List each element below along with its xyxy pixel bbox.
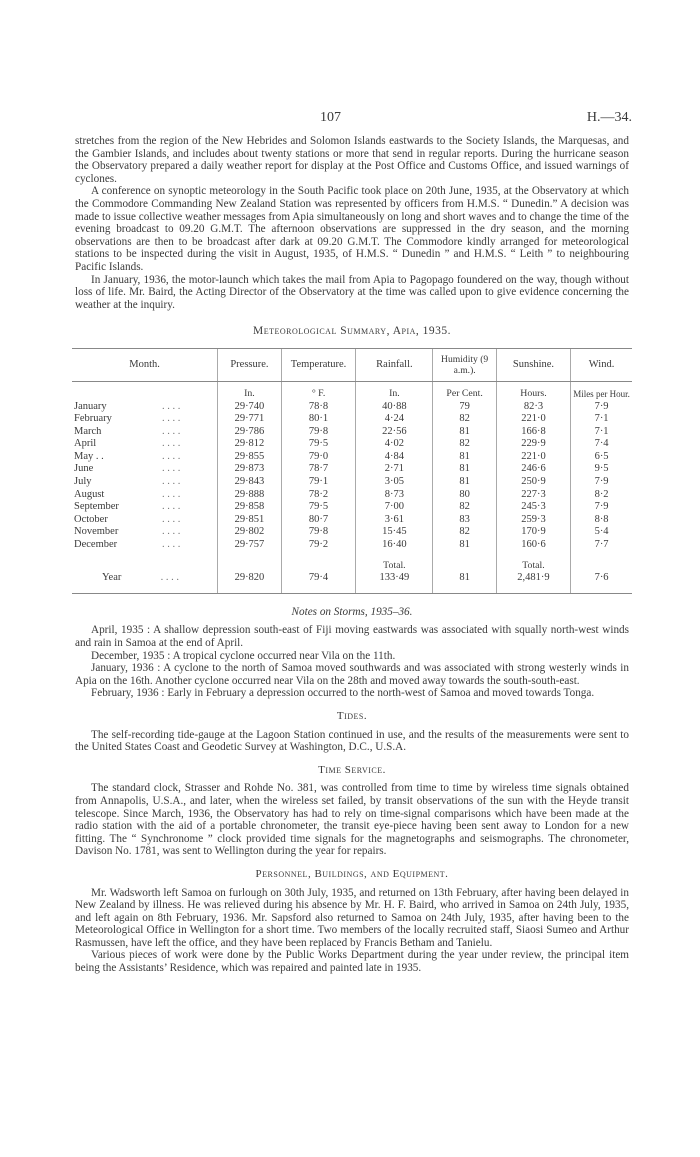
table-row xyxy=(72,539,632,552)
month-leader-dots: . . . . xyxy=(162,450,181,462)
year-row xyxy=(72,572,632,593)
rainfall-cell: 8·73 xyxy=(356,489,433,502)
rainfall-cell: 3·05 xyxy=(356,476,433,489)
sunshine-cell: 166·8 xyxy=(496,426,570,439)
month-name: February xyxy=(74,413,112,425)
personnel-title: Personnel, Buildings, and Equipment. xyxy=(255,867,449,880)
pressure-cell: 29·858 xyxy=(218,501,282,514)
year-temperature: 79·4 xyxy=(281,572,356,593)
page-number: 107 xyxy=(320,110,341,125)
temperature-cell: 80·1 xyxy=(281,413,356,426)
tides-title: Tides. xyxy=(336,709,368,722)
intro-paragraph-1: stretches from the region of the New Hebrides and Solomon Islands eastwards to the Society Islands, the Marquesas, and the Gambier Islands, and includes about twenty stations or more that send in regular reports. During the hurricane season the Observatory prepared a daily weather report for display at the Post Office and Customs Office, and issued warnings of cyclones. xyxy=(75,135,629,185)
sunshine-cell: 246·6 xyxy=(496,463,570,476)
temperature-cell: 79·8 xyxy=(281,426,356,439)
year-leader-dots: . . . . xyxy=(160,572,179,584)
rainfall-cell: 4·84 xyxy=(356,451,433,464)
wind-cell: 8·8 xyxy=(571,514,632,527)
sunshine-cell: 250·9 xyxy=(496,476,570,489)
temperature-cell: 79·2 xyxy=(281,539,356,552)
table-row xyxy=(72,438,632,451)
table-body xyxy=(72,381,632,551)
month-cell xyxy=(72,401,218,414)
month-name: May . . xyxy=(74,450,104,462)
total-spacer xyxy=(571,552,632,573)
wind-cell: 6·5 xyxy=(571,451,632,464)
month-leader-dots: . . . . xyxy=(162,539,181,551)
total-spacer xyxy=(72,552,218,573)
month-cell xyxy=(72,501,218,514)
humidity-cell: 81 xyxy=(433,539,496,552)
sunshine-total-label: Total. xyxy=(496,552,570,573)
wind-cell: 7·1 xyxy=(571,426,632,439)
temperature-cell: 78·8 xyxy=(281,401,356,414)
personnel-paragraph-1: Mr. Wadsworth left Samoa on furlough on 30th July, 1935, and returned on 13th February, after having been delayed in New Zealand by illness. He was relieved during his absence by Mr. H. F. Baird, who arrived in Samoa on 24th July, 1935, and left again on 8th February, 1936. Mr. Sapsford also returned to Samoa on 24th July, 1935, after having been to the Meteorological Office in Wellington for a short time. Two members of the locally recruited staff, Siaosi Sumeo and Arthur Rasmussen, have left the office, and they have been replaced by Francis Betham and Tanielu. xyxy=(75,886,629,949)
table-row xyxy=(72,501,632,514)
pressure-cell: 29·851 xyxy=(218,514,282,527)
month-leader-dots: . . . . xyxy=(162,476,181,488)
unit-rainfall: In. xyxy=(356,381,433,400)
month-name: August xyxy=(74,488,105,500)
units-row xyxy=(72,381,632,400)
sunshine-cell: 227·3 xyxy=(496,489,570,502)
meteorological-summary-table xyxy=(72,348,632,594)
month-name: November xyxy=(74,526,119,538)
unit-temperature: ° F. xyxy=(281,381,356,400)
year-humidity: 81 xyxy=(433,572,496,593)
year-rainfall: 133·49 xyxy=(356,572,433,593)
humidity-cell: 81 xyxy=(433,476,496,489)
sunshine-cell: 259·3 xyxy=(496,514,570,527)
sunshine-cell: 82·3 xyxy=(496,401,570,414)
unit-sunshine: Hours. xyxy=(496,381,570,400)
rainfall-cell: 3·61 xyxy=(356,514,433,527)
temperature-cell: 79·8 xyxy=(281,526,356,539)
month-leader-dots: . . . . xyxy=(162,463,181,475)
sunshine-cell: 221·0 xyxy=(496,413,570,426)
month-cell xyxy=(72,463,218,476)
humidity-cell: 79 xyxy=(433,401,496,414)
month-cell xyxy=(72,489,218,502)
col-header-temperature: Temperature. xyxy=(281,348,356,381)
temperature-cell: 79·1 xyxy=(281,476,356,489)
month-leader-dots: . . . . xyxy=(162,400,181,412)
humidity-cell: 80 xyxy=(433,489,496,502)
document-reference: H.—34. xyxy=(586,110,632,125)
humidity-cell: 81 xyxy=(433,426,496,439)
month-leader-dots: . . . . xyxy=(162,526,181,538)
table-row xyxy=(72,514,632,527)
pressure-cell: 29·771 xyxy=(218,413,282,426)
sunshine-cell: 229·9 xyxy=(496,438,570,451)
temperature-cell: 78·2 xyxy=(281,489,356,502)
month-name: December xyxy=(74,539,118,551)
year-wind: 7·6 xyxy=(571,572,632,593)
month-cell xyxy=(72,476,218,489)
wind-cell: 7·4 xyxy=(571,438,632,451)
unit-pressure: In. xyxy=(218,381,282,400)
month-leader-dots: . . . . xyxy=(162,501,181,513)
month-name: July xyxy=(74,476,92,488)
table-row xyxy=(72,476,632,489)
month-leader-dots: . . . . xyxy=(162,425,181,437)
col-header-rainfall: Rainfall. xyxy=(356,348,433,381)
wind-cell: 7·9 xyxy=(571,501,632,514)
table-row xyxy=(72,413,632,426)
body-text xyxy=(75,135,629,975)
sunshine-cell: 245·3 xyxy=(496,501,570,514)
rainfall-total-label: Total. xyxy=(356,552,433,573)
col-header-wind: Wind. xyxy=(571,348,632,381)
total-spacer xyxy=(281,552,356,573)
month-name: June xyxy=(74,463,94,475)
notes-paragraph-4: February, 1936 : Early in February a depression occurred to the north-west of Samoa and moved towards Tonga. xyxy=(91,687,595,700)
humidity-cell: 82 xyxy=(433,526,496,539)
temperature-cell: 79·5 xyxy=(281,501,356,514)
rainfall-cell: 15·45 xyxy=(356,526,433,539)
month-cell xyxy=(72,539,218,552)
unit-humidity: Per Cent. xyxy=(433,381,496,400)
pressure-cell: 29·843 xyxy=(218,476,282,489)
month-name: January xyxy=(74,400,107,412)
humidity-cell: 82 xyxy=(433,438,496,451)
rainfall-cell: 4·02 xyxy=(356,438,433,451)
pressure-cell: 29·802 xyxy=(218,526,282,539)
humidity-cell: 82 xyxy=(433,501,496,514)
rainfall-cell: 16·40 xyxy=(356,539,433,552)
humidity-cell: 81 xyxy=(433,463,496,476)
month-name: April xyxy=(74,438,97,450)
sunshine-cell: 221·0 xyxy=(496,451,570,464)
notes-title: Notes on Storms, 1935–36. xyxy=(291,605,413,618)
table-header-row xyxy=(72,348,632,381)
table-row xyxy=(72,451,632,464)
table-row xyxy=(72,489,632,502)
rainfall-cell: 40·88 xyxy=(356,401,433,414)
humidity-cell: 82 xyxy=(433,413,496,426)
month-cell xyxy=(72,413,218,426)
wind-cell: 8·2 xyxy=(571,489,632,502)
table-row xyxy=(72,463,632,476)
tides-paragraph-1: The self-recording tide-gauge at the Lagoon Station continued in use, and the results of the measurements were sent to the United States Coast and Geodetic Survey at Washington, D.C., U.S.A. xyxy=(75,728,629,754)
wind-cell: 9·5 xyxy=(571,463,632,476)
month-leader-dots: . . . . xyxy=(162,513,181,525)
temperature-cell: 80·7 xyxy=(281,514,356,527)
unit-wind: Miles per Hour. xyxy=(571,381,632,400)
unit-month xyxy=(72,381,218,400)
month-name: March xyxy=(74,425,102,437)
year-label-cell xyxy=(72,572,218,593)
year-sunshine: 2,481·9 xyxy=(496,572,570,593)
wind-cell: 5·4 xyxy=(571,526,632,539)
month-leader-dots: . . . . xyxy=(162,488,181,500)
wind-cell: 7·7 xyxy=(571,539,632,552)
temperature-cell: 78·7 xyxy=(281,463,356,476)
rainfall-cell: 2·71 xyxy=(356,463,433,476)
rainfall-cell: 7·00 xyxy=(356,501,433,514)
month-name: October xyxy=(74,513,108,525)
notes-paragraph-3: January, 1936 : A cyclone to the north of Samoa moved southwards and was associated with strong westerly winds in Apia on the 16th. Another cyclone occurred near Vila on the 28th and moved away towards the south-south-east. xyxy=(75,662,629,687)
notes-paragraph-2: December, 1935 : A tropical cyclone occurred near Vila on the 11th. xyxy=(91,649,396,662)
table-row xyxy=(72,426,632,439)
pressure-cell: 29·740 xyxy=(218,401,282,414)
pressure-cell: 29·888 xyxy=(218,489,282,502)
humidity-cell: 83 xyxy=(433,514,496,527)
total-spacer xyxy=(433,552,496,573)
intro-paragraph-2: A conference on synoptic meteorology in the South Pacific took place on 20th June, 1935, at the Observatory at which the Commodore Commanding New Zealand Station was represented by officers from H.M.S. “ Dunedin.” A decision was made to issue collective weather messages from Apia simultaneously on long and short waves and to change the time of the evening broadcast to 09.20 G.M.T. The afternoon observations are suppressed in the dry season, and the morning observations are then to be broadcast after dark at 09.20 G.M.T. The Commodore kindly arranged for meteorological stations to be inspected during the visit in August, 1935, of H.M.S. “ Dunedin ” and H.M.S. “ Leith ” to neighbouring Pacific Islands. xyxy=(75,185,629,273)
rainfall-cell: 22·56 xyxy=(356,426,433,439)
pressure-cell: 29·812 xyxy=(218,438,282,451)
pressure-cell: 29·757 xyxy=(218,539,282,552)
col-header-pressure: Pressure. xyxy=(218,348,282,381)
col-header-sunshine: Sunshine. xyxy=(496,348,570,381)
temperature-cell: 79·0 xyxy=(281,451,356,464)
intro-paragraph-3: In January, 1936, the motor-launch which takes the mail from Apia to Pagopago foundered on the way, though without loss of life. Mr. Baird, the Acting Director of the Observatory at the time was called upon to give evidence concerning the weather at the inquiry. xyxy=(75,273,629,311)
personnel-paragraph-2: Various pieces of work were done by the Public Works Department during the year under review, the principal item being the Assistants’ Residence, which was repaired and painted late in 1935. xyxy=(75,949,629,975)
pressure-cell: 29·873 xyxy=(218,463,282,476)
month-cell xyxy=(72,451,218,464)
pressure-cell: 29·786 xyxy=(218,426,282,439)
month-name: September xyxy=(74,501,119,513)
temperature-cell: 79·5 xyxy=(281,438,356,451)
time-service-title: Time Service. xyxy=(318,763,386,776)
month-cell xyxy=(72,514,218,527)
month-cell xyxy=(72,438,218,451)
wind-cell: 7·9 xyxy=(571,476,632,489)
wind-cell: 7·9 xyxy=(571,401,632,414)
table-row xyxy=(72,401,632,414)
month-leader-dots: . . . . xyxy=(162,413,181,425)
sunshine-cell: 170·9 xyxy=(496,526,570,539)
time-service-paragraph-1: The standard clock, Strasser and Rohde No. 381, was controlled from time to time by wireless time signals obtained from Annapolis, U.S.A., and later, when the wireless set failed, by transit observations of the sun with the Heyde transit telescope. Since March, 1936, the Observatory has had to rely on time-signal comparisons which have been made at the radio station with the aid of a portable chronometer, the transit eye-piece having been sent away to London for a new fitting. The “ Synchronome ” clock provided time signals for the magnetographs and seismographs. The chronometer, Davison No. 1781, was sent to Wellington during the year for repairs. xyxy=(75,782,629,858)
month-cell xyxy=(72,426,218,439)
month-leader-dots: . . . . xyxy=(162,438,181,450)
year-pressure: 29·820 xyxy=(218,572,282,593)
table-row xyxy=(72,526,632,539)
year-label: Year xyxy=(102,572,122,584)
table-footer xyxy=(72,552,632,594)
total-spacer xyxy=(218,552,282,573)
wind-cell: 7·1 xyxy=(571,413,632,426)
col-header-month: Month. xyxy=(72,348,218,381)
page-header xyxy=(0,110,700,126)
rainfall-cell: 4·24 xyxy=(356,413,433,426)
total-label-row xyxy=(72,552,632,573)
col-header-humidity: Humidity (9 a.m.). xyxy=(433,348,496,381)
humidity-cell: 81 xyxy=(433,451,496,464)
sunshine-cell: 160·6 xyxy=(496,539,570,552)
pressure-cell: 29·855 xyxy=(218,451,282,464)
table-title: Meteorological Summary, Apia, 1935. xyxy=(252,325,452,338)
notes-paragraph-1: April, 1935 : A shallow depression south-east of Fiji moving eastwards was associated with squally north-west winds and rain in Samoa at the end of April. xyxy=(75,624,629,649)
month-cell xyxy=(72,526,218,539)
